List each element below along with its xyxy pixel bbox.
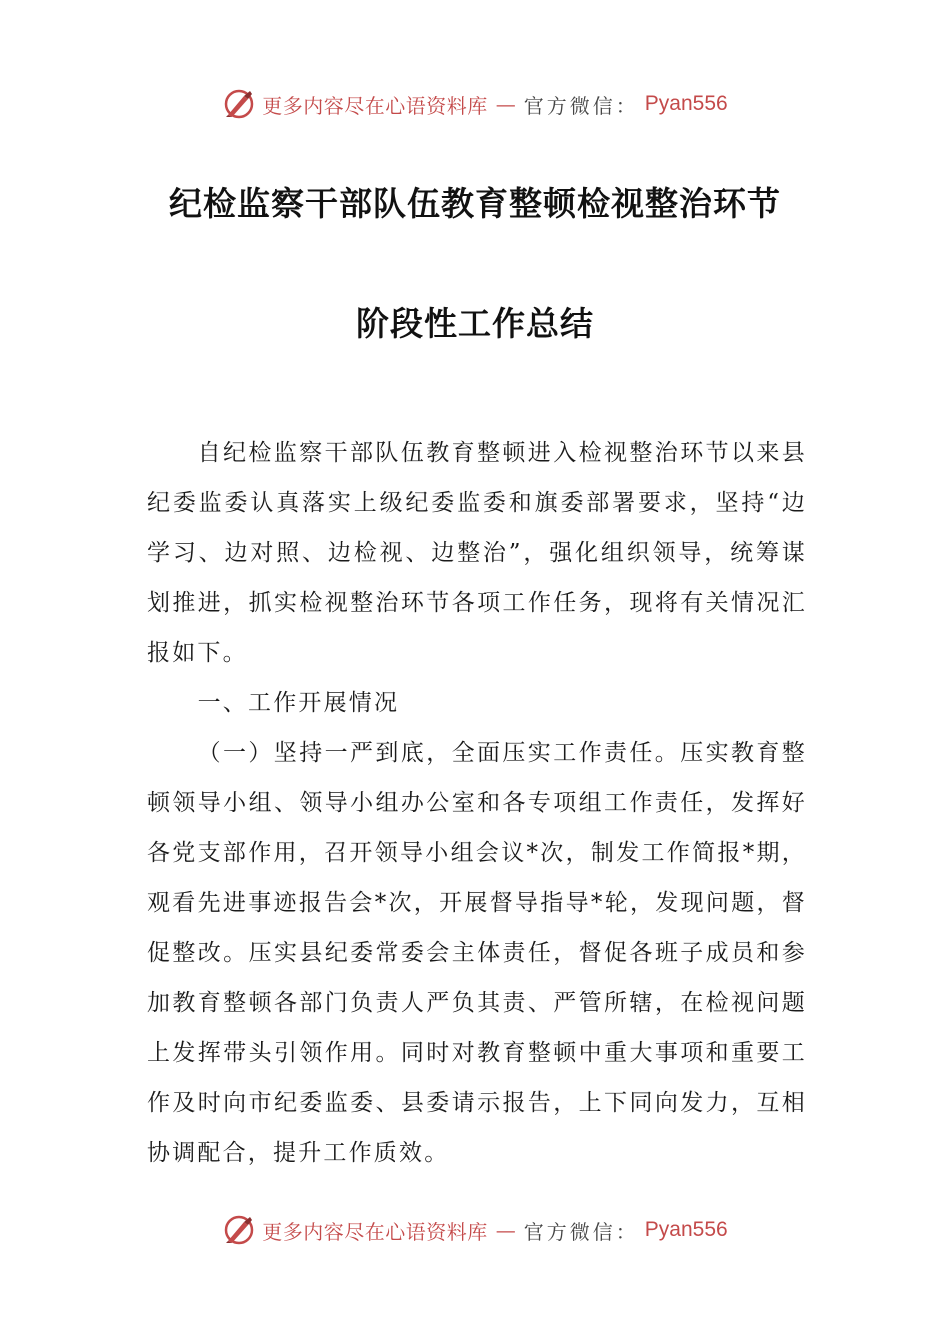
watermark-channel: 官方微信：: [523, 1219, 639, 1244]
watermark-separator: —: [495, 1218, 516, 1242]
watermark-text: 更多内容尽在心语资料库: [262, 93, 488, 118]
watermark-footer: [0, 1210, 950, 1250]
intro-paragraph: 自纪检监察干部队伍教育整顿进入检视整治环节以来县纪委监委认真落实上级纪委监委和旗委部署要求，坚持“边学习、边对照、边检视、边整治”，强化组织领导，统筹谋划推进，抓实检视整治环节各项工作任务，现将有关情况汇报如下。: [147, 440, 807, 666]
pen-nib-logo-icon: [222, 87, 256, 121]
watermark-text: 更多内容尽在心语资料库: [262, 1219, 488, 1244]
watermark-channel: 官方微信：: [523, 93, 639, 118]
section-paragraph: （一）坚持一严到底，全面压实工作责任。压实教育整顿领导小组、领导小组办公室和各专项组工作责任，发挥好各党支部作用，召开领导小组会议*次，制发工作简报*期，观看先进事迹报告会*次，开展督导指导*轮，发现问题，督促整改。压实县纪委常委会主体责任，督促各班子成员和参加教育整顿各部门负责人严负其责、严管所辖，在检视问题上发挥带头引领作用。同时对教育整顿中重大事项和重要工作及时向市纪委监委、县委请示报告，上下同向发力，互相协调配合，提升工作质效。: [147, 740, 807, 1166]
watermark-separator: —: [495, 92, 516, 116]
document-title-line2: 阶段性工作总结: [356, 304, 594, 343]
document-title-line1: 纪检监察干部队伍教育整顿检视整治环节: [169, 184, 781, 223]
pen-nib-logo-icon: [222, 1213, 256, 1247]
watermark-header: [0, 84, 950, 124]
watermark-account: Pyan556: [644, 92, 728, 115]
section-heading: 一、工作开展情况: [197, 690, 400, 716]
document-body: [147, 428, 807, 1178]
watermark-account: Pyan556: [644, 1218, 728, 1241]
